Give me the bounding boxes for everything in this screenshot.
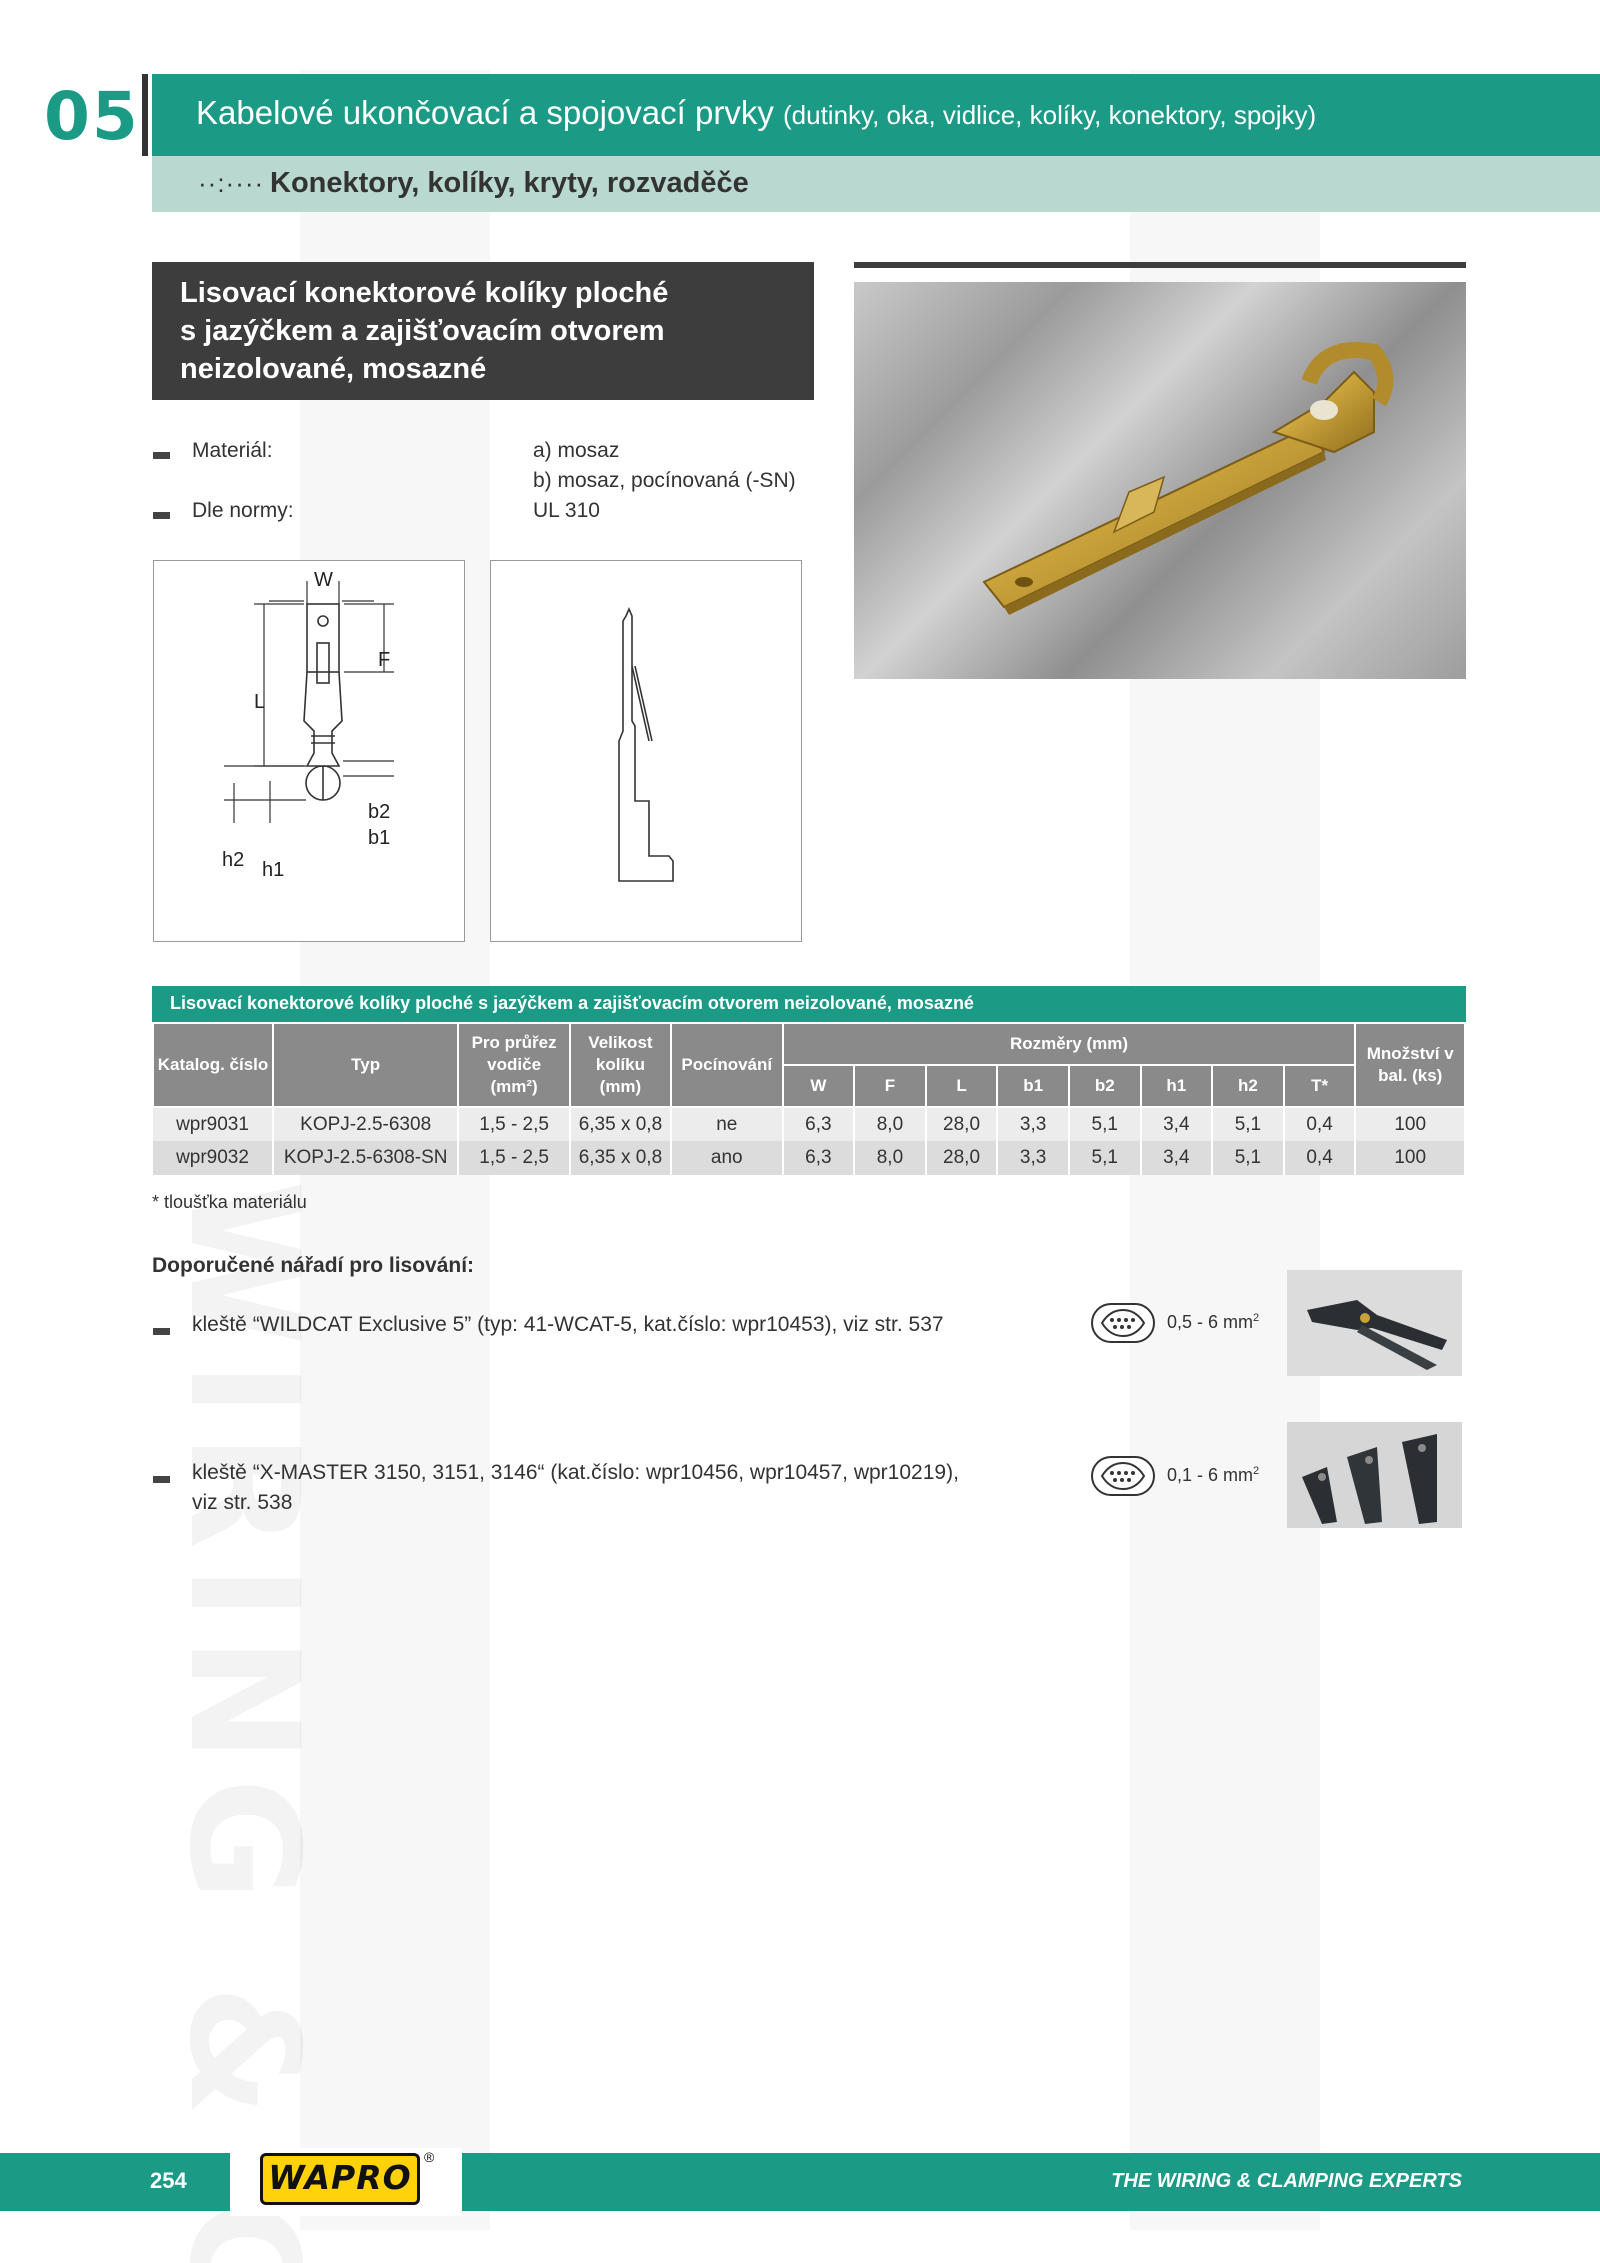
product-title-line: neizolované, mosazné <box>180 353 487 385</box>
header-catalog: Katalog. číslo <box>153 1023 273 1107</box>
connector-photo-drawing <box>854 282 1466 679</box>
pliers-image <box>1287 1270 1462 1376</box>
tool-range-value: 0,5 - 6 mm <box>1167 1312 1254 1332</box>
cell-b1: 3,3 <box>997 1107 1069 1141</box>
cell-cross-section: 1,5 - 2,5 <box>458 1141 570 1175</box>
tool-item-text: kleště “X-MASTER 3150, 3151, 3146“ (kat.číslo: wpr10456, wpr10457, wpr10219), <box>192 1461 959 1484</box>
cell-type: KOPJ-2.5-6308-SN <box>273 1141 458 1175</box>
cell-b2: 5,1 <box>1069 1107 1141 1141</box>
header-pin-size: Velikost kolíku (mm) <box>570 1023 671 1107</box>
header-dim-f: F <box>854 1065 926 1107</box>
bullet-icon <box>153 1328 170 1335</box>
cell-f: 8,0 <box>854 1141 926 1175</box>
tool-range <box>1167 1312 1259 1333</box>
bullet-icon <box>153 1476 170 1483</box>
cell-f: 8,0 <box>854 1107 926 1141</box>
table-row <box>153 1107 1465 1141</box>
footer-tagline: THE WIRING & CLAMPING EXPERTS <box>1111 2170 1462 2192</box>
tool-range-sup: 2 <box>1253 1312 1260 1324</box>
header-dim-h1: h1 <box>1141 1065 1213 1107</box>
cell-tinning: ano <box>671 1141 783 1175</box>
cell-w: 6,3 <box>783 1107 855 1141</box>
cell-catalog: wpr9031 <box>153 1107 273 1141</box>
crimp-profile-icon <box>1090 1455 1156 1497</box>
watermark-text <box>156 1180 330 2263</box>
cell-quantity: 100 <box>1355 1141 1465 1175</box>
product-title-line: Lisovací konektorové kolíky ploché <box>180 277 669 309</box>
table-row <box>153 1141 1465 1175</box>
header-type: Typ <box>273 1023 458 1107</box>
spec-label-standard: Dle normy: <box>192 499 294 522</box>
cell-l: 28,0 <box>926 1141 998 1175</box>
dim-label-h2: h2 <box>222 849 245 871</box>
cell-tinning: ne <box>671 1107 783 1141</box>
product-title-box <box>152 262 814 400</box>
pliers-set-image <box>1287 1422 1462 1528</box>
tool-item-text: viz str. 538 <box>192 1491 293 1514</box>
cell-l: 28,0 <box>926 1107 998 1141</box>
header-dimensions: Rozměry (mm) <box>783 1023 1356 1065</box>
header-dim-t: T* <box>1284 1065 1356 1107</box>
cell-pin-size: 6,35 x 0,8 <box>570 1107 671 1141</box>
cell-type: KOPJ-2.5-6308 <box>273 1107 458 1141</box>
header-dim-b1: b1 <box>997 1065 1069 1107</box>
photo-rule <box>854 262 1466 268</box>
cell-catalog: wpr9032 <box>153 1141 273 1175</box>
cell-w: 6,3 <box>783 1141 855 1175</box>
spec-value-material-a: a) mosaz <box>533 439 620 462</box>
header-dim-h2: h2 <box>1212 1065 1284 1107</box>
header-tinning: Pocínování <box>671 1023 783 1107</box>
cell-quantity: 100 <box>1355 1107 1465 1141</box>
header-dim-w: W <box>783 1065 855 1107</box>
registered-mark: ® <box>424 2149 435 2165</box>
section-band <box>152 156 1600 212</box>
header-dim-l: L <box>926 1065 998 1107</box>
dim-label-h1: h1 <box>262 859 285 881</box>
page-number: 254 <box>150 2168 187 2193</box>
drawing-top-view <box>153 560 465 942</box>
header-quantity: Množství v bal. (ks) <box>1355 1023 1465 1107</box>
product-photo <box>854 282 1466 679</box>
drawing-side-view <box>490 560 802 942</box>
dim-label-f: F <box>378 649 391 671</box>
spec-value-standard: UL 310 <box>533 499 600 522</box>
tool-range-value: 0,1 - 6 mm <box>1167 1465 1254 1485</box>
side-profile-drawing <box>491 561 801 941</box>
header-dim-b2: b2 <box>1069 1065 1141 1107</box>
tool-item-text: kleště “WILDCAT Exclusive 5” (typ: 41-WCAT-5, kat.číslo: wpr10453), viz str. 537 <box>192 1313 944 1336</box>
section-title: Konektory, kolíky, kryty, rozvaděče <box>270 167 749 199</box>
crimp-profile-icon <box>1090 1302 1156 1344</box>
chapter-number: 05 <box>44 78 140 155</box>
tool-range-sup: 2 <box>1253 1465 1260 1477</box>
spec-value-material-b: b) mosaz, pocínovaná (-SN) <box>533 469 796 492</box>
dimension-drawing <box>154 561 464 941</box>
cell-b2: 5,1 <box>1069 1141 1141 1175</box>
cell-h2: 5,1 <box>1212 1107 1284 1141</box>
cell-h1: 3,4 <box>1141 1107 1213 1141</box>
cell-t: 0,4 <box>1284 1107 1356 1141</box>
spec-label-material: Materiál: <box>192 439 273 462</box>
tools-heading: Doporučené nářadí pro lisování: <box>152 1254 475 1277</box>
section-dots: ··:···· <box>198 168 265 198</box>
chapter-title <box>196 94 1316 132</box>
cell-cross-section: 1,5 - 2,5 <box>458 1107 570 1141</box>
dim-label-l: L <box>254 691 266 713</box>
table-footnote: * tloušťka materiálu <box>152 1192 307 1212</box>
table-title: Lisovací konektorové kolíky ploché s jazýčkem a zajišťovacím otvorem neizolované, mosazné <box>152 986 1466 1022</box>
dim-label-b2: b2 <box>368 801 391 823</box>
bullet-icon <box>153 452 170 459</box>
tool-photo-xmaster <box>1287 1422 1462 1528</box>
chapter-title-sub: (dutinky, oka, vidlice, kolíky, konektory, spojky) <box>783 100 1317 130</box>
cell-h1: 3,4 <box>1141 1141 1213 1175</box>
bullet-icon <box>153 512 170 519</box>
chapter-separator <box>142 74 148 156</box>
product-table <box>152 1022 1466 1175</box>
dim-label-w: W <box>314 569 333 591</box>
cell-h2: 5,1 <box>1212 1141 1284 1175</box>
wapro-logo: WAPRO <box>260 2153 420 2205</box>
product-title-line: s jazýčkem a zajišťovacím otvorem <box>180 315 665 347</box>
chapter-title-main: Kabelové ukončovací a spojovací prvky <box>196 94 774 131</box>
tool-range <box>1167 1465 1259 1486</box>
tool-photo-wildcat <box>1287 1270 1462 1376</box>
cell-b1: 3,3 <box>997 1141 1069 1175</box>
cell-pin-size: 6,35 x 0,8 <box>570 1141 671 1175</box>
cell-t: 0,4 <box>1284 1141 1356 1175</box>
header-cross-section: Pro průřez vodiče (mm²) <box>458 1023 570 1107</box>
dim-label-b1: b1 <box>368 827 391 849</box>
chapter-band <box>152 74 1600 156</box>
